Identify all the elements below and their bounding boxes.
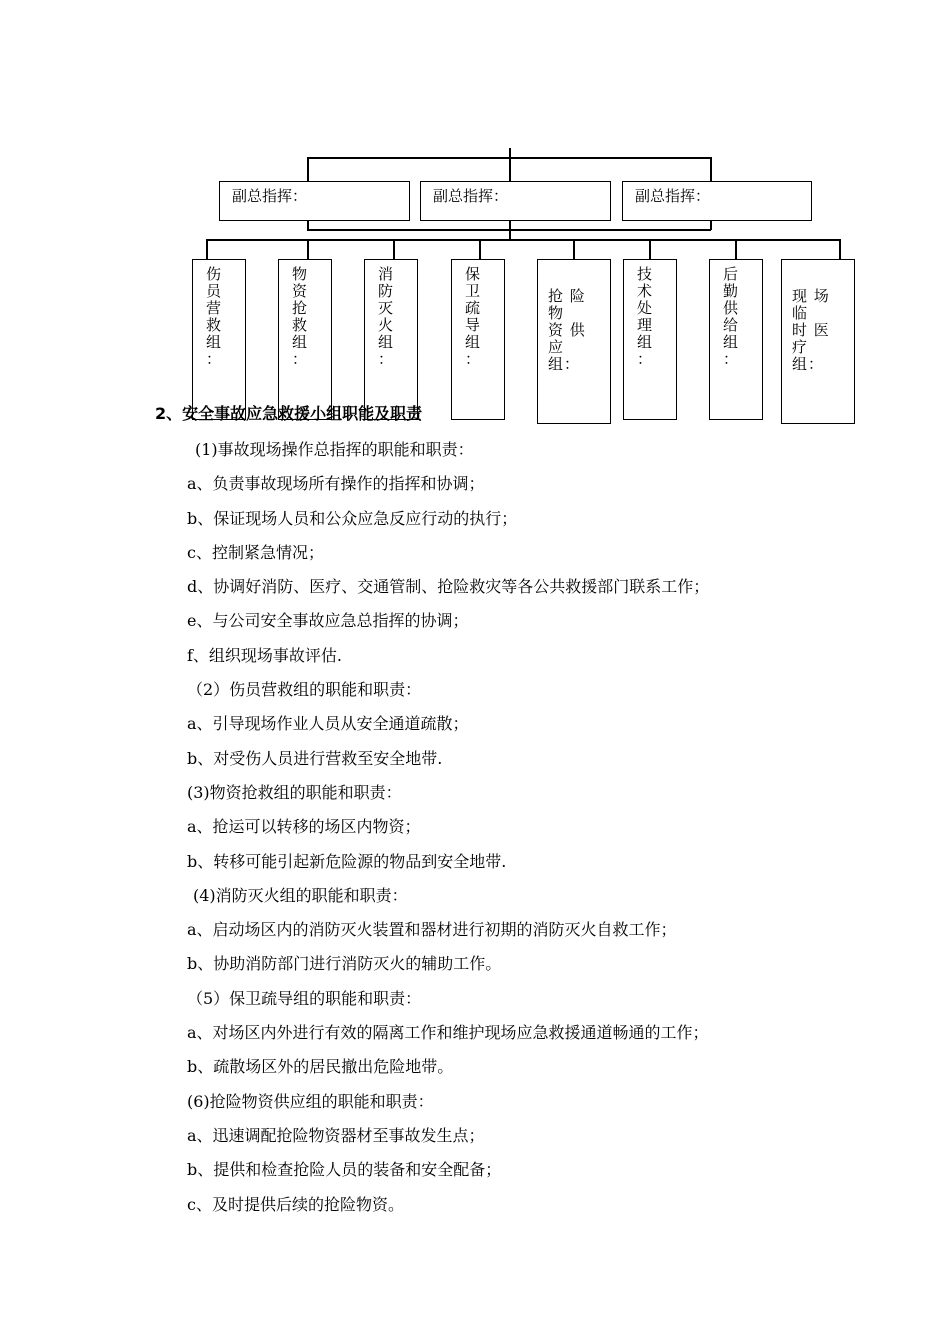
connector — [710, 221, 712, 230]
text-line: b、疏散场区外的居民撤出危险地带。 — [187, 1057, 454, 1077]
connector — [649, 239, 651, 260]
text-line: a、启动场区内的消防灭火装置和器材进行初期的消防灭火自救工作； — [187, 920, 677, 940]
text-line: d、协调好消防、医疗、交通管制、抢险救灾等各公共救援部门联系工作； — [187, 577, 710, 597]
connector — [735, 239, 737, 260]
connector — [307, 239, 309, 260]
group-box-material-rescue — [278, 259, 332, 420]
text-line: b、对受伤人员进行营救至安全地带. — [187, 748, 443, 768]
deputy-commander-box — [219, 181, 410, 221]
group-label: 抢 险 物 资 供 应 组： — [548, 287, 586, 373]
text-line: c、控制紧急情况； — [187, 542, 324, 562]
connector — [509, 221, 511, 240]
text-line: b、转移可能引起新危险源的物品到安全地带. — [187, 851, 507, 871]
group-box-security-evacuation — [451, 259, 505, 420]
group-box-logistics — [709, 259, 763, 420]
connector — [479, 239, 481, 260]
connector — [710, 157, 712, 182]
group-label: 技 术 处 理 组 ： — [637, 265, 653, 368]
text-line: a、负责事故现场所有操作的指挥和协调； — [187, 474, 485, 494]
group-label: 保 卫 疏 导 组 ： — [465, 265, 481, 368]
connector — [393, 239, 395, 260]
text-line: a、迅速调配抢险物资器材至事故发生点； — [187, 1125, 485, 1145]
group-box-emergency-supplies — [537, 259, 611, 424]
connector — [839, 239, 841, 260]
connector — [307, 157, 309, 182]
group-label: 后 勤 供 给 组 ： — [723, 265, 739, 368]
text-line: b、协助消防部门进行消防灭火的辅助工作。 — [187, 954, 502, 974]
text-line: a、抢运可以转移的场区内物资； — [187, 817, 421, 837]
text-line: e、与公司安全事故应急总指挥的协调； — [187, 611, 469, 631]
text-line: f、组织现场事故评估. — [187, 645, 343, 665]
deputy-commander-label: 副总指挥： — [635, 187, 711, 205]
deputy-commander-label: 副总指挥： — [433, 187, 509, 205]
text-line: （2）伤员营救组的职能和职责： — [187, 680, 422, 700]
group-label: 物 资 抢 救 组 ： — [292, 265, 308, 368]
text-line: (3)物资抢救组的职能和职责： — [187, 782, 402, 802]
text-line: b、保证现场人员和公众应急反应行动的执行； — [187, 508, 518, 528]
connector — [206, 239, 208, 260]
duties-list — [187, 433, 917, 1222]
org-chart — [0, 0, 950, 430]
section-heading: 2、安全事故应急救援小组职能及职责 — [155, 404, 423, 423]
deputy-commander-box — [622, 181, 812, 221]
group-box-onsite-medical — [781, 259, 855, 424]
text-line: a、引导现场作业人员从安全通道疏散； — [187, 714, 469, 734]
group-label: 伤 员 营 救 组 ： — [206, 265, 222, 368]
text-line: b、提供和检查抢险人员的装备和安全配备； — [187, 1160, 502, 1180]
text-line: c、及时提供后续的抢险物资。 — [187, 1194, 404, 1214]
connector — [206, 239, 840, 241]
deputy-commander-label: 副总指挥： — [232, 187, 308, 205]
text-line: a、对场区内外进行有效的隔离工作和维护现场应急救援通道畅通的工作； — [187, 1023, 709, 1043]
text-line: （5）保卫疏导组的职能和职责： — [187, 988, 422, 1008]
text-line: (6)抢险物资供应组的职能和职责： — [187, 1091, 434, 1111]
connector — [573, 239, 575, 260]
group-box-firefighting — [364, 259, 418, 420]
text-line: (4)消防灭火组的职能和职责： — [193, 885, 408, 905]
deputy-commander-box — [420, 181, 611, 221]
group-box-technical-handling — [623, 259, 677, 420]
text-line: (1)事故现场操作总指挥的职能和职责： — [195, 440, 474, 459]
group-box-casualty-rescue — [192, 259, 246, 420]
connector — [307, 221, 309, 230]
group-label: 现 场 临 时 医 疗 组： — [792, 287, 830, 373]
group-label: 消 防 灭 火 组 ： — [378, 265, 394, 368]
connector — [509, 157, 511, 182]
